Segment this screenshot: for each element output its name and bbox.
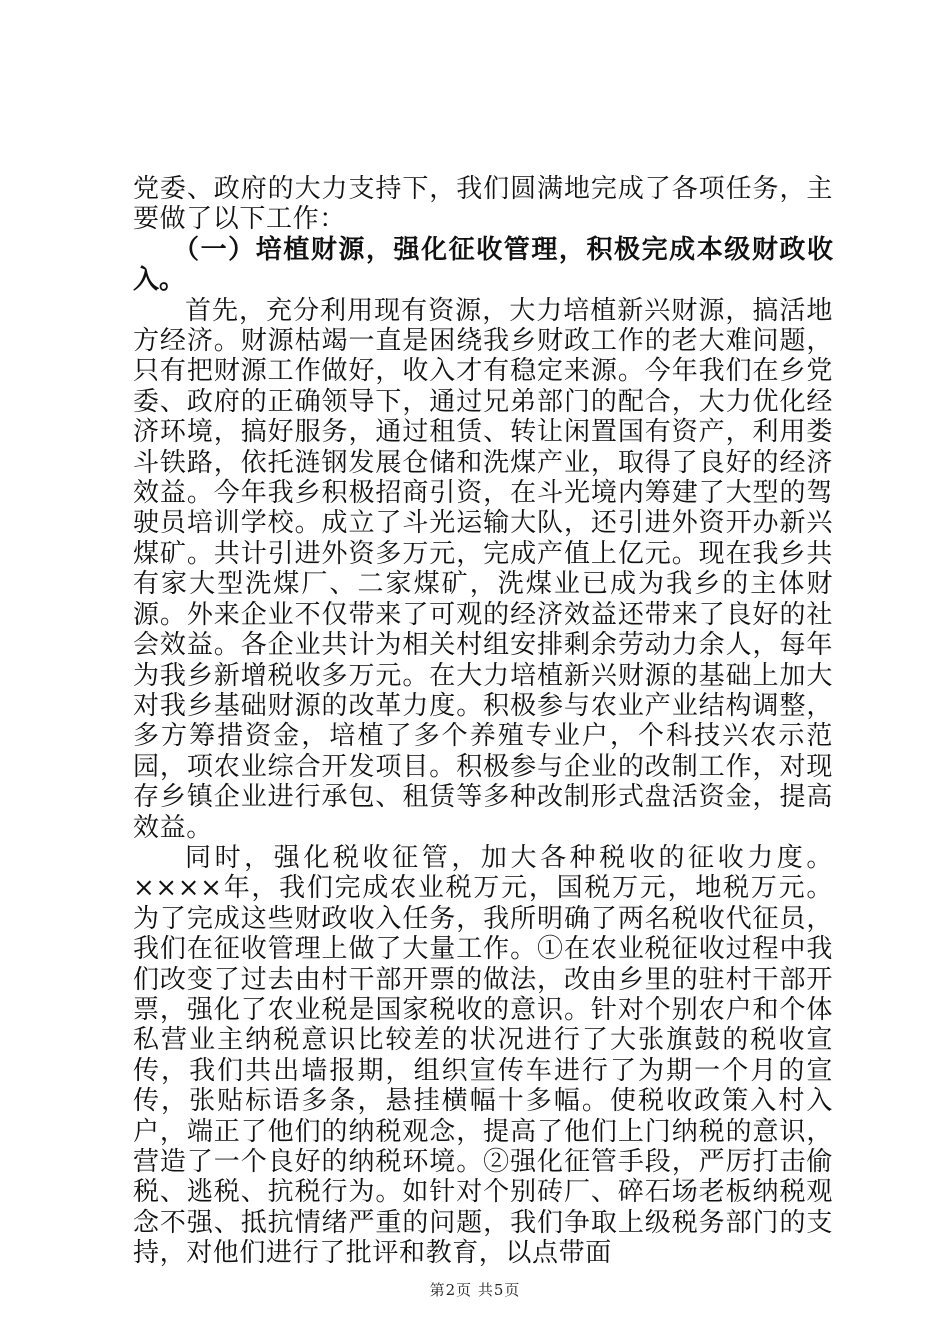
page-footer: 第2页 共5页 — [429, 1281, 521, 1299]
paragraph-tax-collection: 同时，强化税收征管，加大各种税收的征收力度。××××年，我们完成农业税万元，国税万元，地税万元。为了完成这些财政收入任务，我所明确了两名税收代征员，我们在征收管理上做了大量工作。①在农业税征收过程中我们改变了过去由村干部开票的做法，改由乡里的驻村干部开票，强化了农业税是国家税收的意识。针对个别农户和个体私营业主纳税意识比较差的状况进行了大张旗鼓的税收宣传，我们共出墙报期，组织宣传车进行了为期一个月的宣传，张贴标语多条，悬挂横幅十多幅。使税收政策入村入户，端正了他们的纳税观念，提高了他们上门纳税的意识，营造了一个良好的纳税环境。②强化征管手段，严厉打击偷税、逃税、抗税行为。如针对个别砖厂、碎石场老板纳税观念不强、抵抗情绪严重的问题，我们争取上级税务部门的支持，对他们进行了批评和教育，以点带面 — [133, 842, 833, 1269]
paragraph-continuation: 党委、政府的大力支持下，我们圆满地完成了各项任务，主要做了以下工作： — [133, 174, 833, 235]
document-body — [133, 174, 833, 1269]
section-heading: （一）培植财源，强化征收管理，积极完成本级财政收入。 — [133, 234, 833, 296]
paragraph-financial-sources: 首先，充分利用现有资源，大力培植新兴财源，搞活地方经济。财源枯竭一直是困绕我乡财政工作的老大难问题，只有把财源工作做好，收入才有稳定来源。今年我们在乡党委、政府的正确领导下，通过兄弟部门的配合，大力优化经济环境，搞好服务，通过租赁、转让闲置国有资产，利用娄斗铁路，依托涟钢发展仓储和洗煤产业，取得了良好的经济效益。今年我乡积极招商引资，在斗光境内筹建了大型的驾驶员培训学校。成立了斗光运输大队，还引进外资开办新兴煤矿。共计引进外资多万元，完成产值上亿元。现在我乡共有家大型洗煤厂、二家煤矿，洗煤业已成为我乡的主体财源。外来企业不仅带来了可观的经济效益还带来了良好的社会效益。各企业共计为相关村组安排剩余劳动力余人，每年为我乡新增税收多万元。在大力培植新兴财源的基础上加大对我乡基础财源的改革力度。积极参与农业产业结构调整，多方筹措资金，培植了多个养殖专业户，个科技兴农示范园，项农业综合开发项目。积极参与企业的改制工作，对现存乡镇企业进行承包、租赁等多种改制形式盘活资金，提高效益。 — [133, 295, 833, 843]
